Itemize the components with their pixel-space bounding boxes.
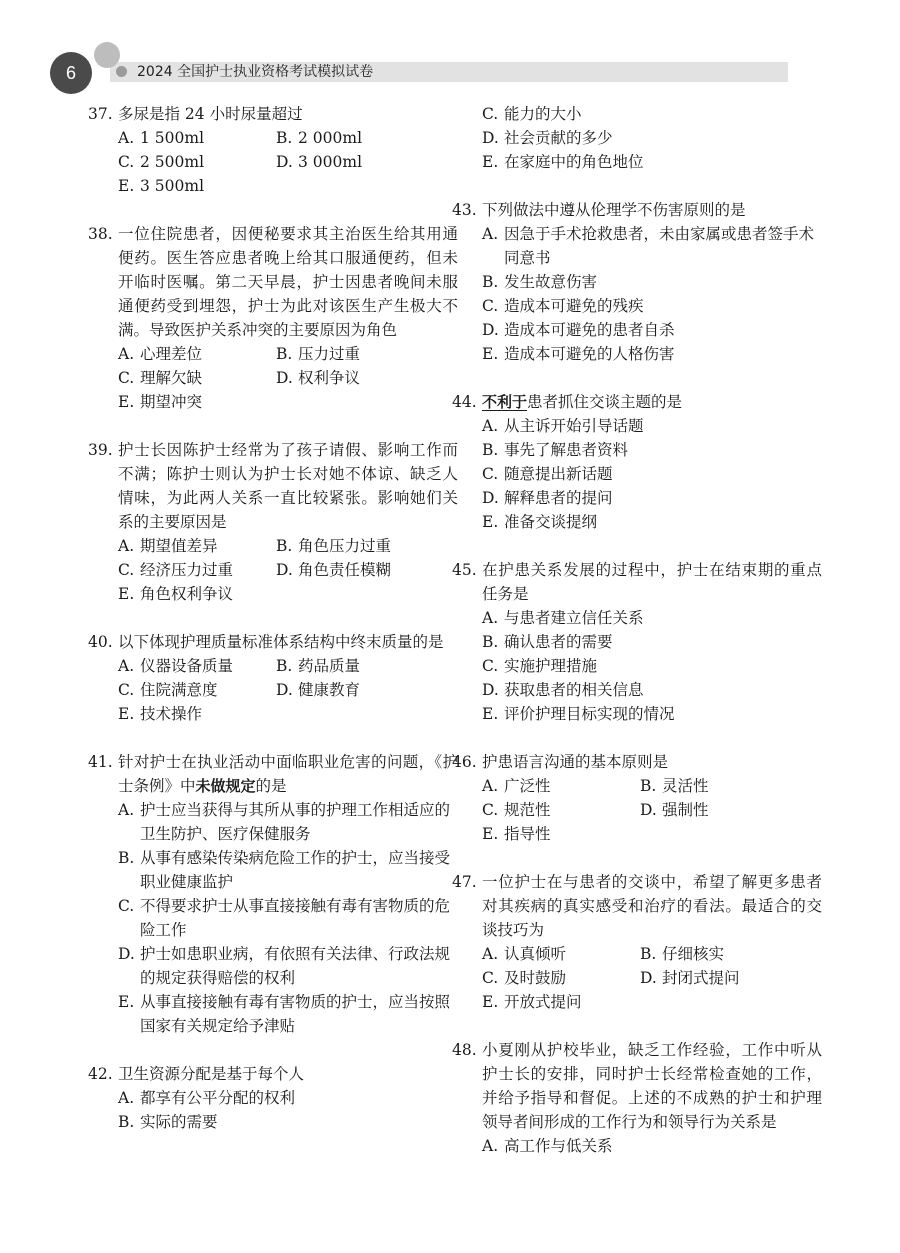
option-letter: D. xyxy=(640,801,657,819)
header-title: 2024 全国护士执业资格考试模拟试卷 xyxy=(137,64,374,80)
option-letter: A. xyxy=(118,801,135,819)
question-stem xyxy=(452,390,822,414)
option-text: 从事直接接触有毒有害物质的护士，应当按照国家有关规定给予津贴 xyxy=(140,993,451,1035)
answer-option xyxy=(482,606,822,630)
answer-option xyxy=(482,630,822,654)
question-text: 下列做法中遵从伦理学不伤害原则的是 xyxy=(482,201,746,219)
answer-option xyxy=(482,942,640,966)
option-text: 指导性 xyxy=(504,825,551,843)
option-text: 药品质量 xyxy=(298,657,361,675)
answer-option xyxy=(118,1110,458,1134)
options-list xyxy=(88,534,458,606)
option-letter: E. xyxy=(482,345,499,363)
answer-option xyxy=(118,582,276,606)
option-text: 事先了解患者资料 xyxy=(504,441,629,459)
answer-option xyxy=(640,798,800,822)
answer-option xyxy=(276,126,436,150)
answer-option xyxy=(482,222,822,270)
option-letter: A. xyxy=(482,609,499,627)
option-text: 确认患者的需要 xyxy=(504,633,613,651)
option-letter: B. xyxy=(482,441,499,459)
answer-option xyxy=(640,942,800,966)
option-letter: E. xyxy=(482,705,499,723)
answer-option xyxy=(276,678,436,702)
option-text: 技术操作 xyxy=(140,705,203,723)
option-letter: A. xyxy=(482,1137,499,1155)
options-list xyxy=(452,942,822,1014)
question-text: 一位护士在与患者的交谈中，希望了解更多患者对其疾病的真实感受和治疗的看法。最适合的交谈技巧为 xyxy=(482,873,822,939)
option-text: 开放式提问 xyxy=(504,993,582,1011)
option-text: 从事有感染传染病危险工作的护士，应当接受职业健康监护 xyxy=(140,849,451,891)
option-text: 与患者建立信任关系 xyxy=(504,609,644,627)
option-text: 因急于手术抢救患者，未由家属或患者签手术同意书 xyxy=(504,225,815,267)
answer-option xyxy=(118,1086,458,1110)
answer-option xyxy=(482,270,822,294)
question-number: 43. xyxy=(452,201,477,219)
option-letter: A. xyxy=(118,537,135,555)
option-letter: C. xyxy=(118,897,135,915)
option-text: 期望值差异 xyxy=(140,537,218,555)
option-letter: A. xyxy=(118,657,135,675)
answer-option xyxy=(482,1134,822,1158)
option-text: 住院满意度 xyxy=(140,681,218,699)
answer-option xyxy=(482,702,822,726)
option-letter: D. xyxy=(276,561,293,579)
question-stem xyxy=(88,630,458,654)
answer-option xyxy=(482,678,822,702)
option-text: 期望冲突 xyxy=(140,393,203,411)
option-letter: D. xyxy=(276,681,293,699)
option-letter: C. xyxy=(482,105,499,123)
question-item xyxy=(452,198,822,366)
question-text: 在护患关系发展的过程中，护士在结束期的重点任务是 xyxy=(482,561,822,603)
question-number: 47. xyxy=(452,873,477,891)
options-list xyxy=(452,102,822,174)
question-item xyxy=(452,870,822,1014)
question-item xyxy=(452,750,822,846)
option-letter: B. xyxy=(482,273,499,291)
answer-option xyxy=(118,654,276,678)
question-stem xyxy=(88,438,458,534)
option-letter: B. xyxy=(276,537,293,555)
options-list xyxy=(452,222,822,366)
option-text: 经济压力过重 xyxy=(140,561,234,579)
answer-option xyxy=(118,798,458,846)
option-letter: A. xyxy=(482,417,499,435)
option-text: 不得要求护士从事直接接触有毒有害物质的危险工作 xyxy=(140,897,451,939)
option-letter: B. xyxy=(118,1113,135,1131)
option-letter: C. xyxy=(482,297,499,315)
option-letter: B. xyxy=(276,657,293,675)
question-number: 45. xyxy=(452,561,477,579)
option-letter: D. xyxy=(118,945,135,963)
option-text: 健康教育 xyxy=(298,681,361,699)
answer-option xyxy=(482,966,640,990)
option-letter: E. xyxy=(118,393,135,411)
options-list xyxy=(88,342,458,414)
question-stem xyxy=(452,750,822,774)
decorative-circle xyxy=(94,42,120,68)
left-column xyxy=(88,102,458,1158)
continued-options xyxy=(452,102,822,174)
option-text: 实施护理措施 xyxy=(504,657,598,675)
answer-option xyxy=(118,990,458,1038)
answer-option xyxy=(482,126,822,150)
answer-option xyxy=(482,510,822,534)
option-letter: C. xyxy=(482,657,499,675)
question-stem xyxy=(88,1062,458,1086)
answer-option xyxy=(482,654,822,678)
option-letter: C. xyxy=(118,561,135,579)
answer-option xyxy=(276,366,436,390)
question-number: 46. xyxy=(452,753,477,771)
options-list xyxy=(452,774,822,846)
option-text: 广泛性 xyxy=(504,777,551,795)
option-letter: B. xyxy=(276,129,293,147)
option-letter: E. xyxy=(118,993,135,1011)
option-letter: A. xyxy=(118,129,135,147)
option-text: 在家庭中的角色地位 xyxy=(504,153,644,171)
question-item xyxy=(88,438,458,606)
option-letter: A. xyxy=(118,1089,135,1107)
option-letter: C. xyxy=(482,969,499,987)
option-text: 强制性 xyxy=(662,801,709,819)
option-text: 1 500ml xyxy=(140,129,205,147)
question-stem xyxy=(452,870,822,942)
option-letter: D. xyxy=(482,321,499,339)
option-text: 造成本可避免的人格伤害 xyxy=(504,345,675,363)
options-list xyxy=(88,126,458,198)
answer-option xyxy=(276,558,436,582)
answer-option xyxy=(482,774,640,798)
question-text: 护士长因陈护士经常为了孩子请假、影响工作而不满；陈护士则认为护士长对她不体谅、缺乏人情味，为此两人关系一直比较紧张。影响她们关系的主要原因是 xyxy=(118,441,458,531)
option-text: 获取患者的相关信息 xyxy=(504,681,644,699)
option-text: 压力过重 xyxy=(298,345,361,363)
option-text: 护士如患职业病，有依照有关法律、行政法规的规定获得赔偿的权利 xyxy=(140,945,451,987)
option-letter: B. xyxy=(118,849,135,867)
options-list xyxy=(88,798,458,1038)
answer-option xyxy=(482,342,822,366)
answer-option xyxy=(118,150,276,174)
question-number: 42. xyxy=(88,1065,113,1083)
answer-option xyxy=(482,294,822,318)
page-header xyxy=(0,0,900,100)
option-text: 造成本可避免的患者自杀 xyxy=(504,321,675,339)
answer-option xyxy=(118,126,276,150)
answer-option xyxy=(118,846,458,894)
question-number: 37. xyxy=(88,105,113,123)
answer-option xyxy=(276,534,436,558)
option-letter: E. xyxy=(482,993,499,1011)
option-text: 角色压力过重 xyxy=(298,537,392,555)
option-text: 发生故意伤害 xyxy=(504,273,598,291)
option-letter: C. xyxy=(118,369,135,387)
option-text: 角色责任模糊 xyxy=(298,561,392,579)
question-item xyxy=(88,102,458,198)
answer-option xyxy=(118,894,458,942)
options-list xyxy=(452,606,822,726)
answer-option xyxy=(118,678,276,702)
question-item xyxy=(452,1038,822,1158)
option-text: 2 500ml xyxy=(140,153,205,171)
question-stem xyxy=(452,198,822,222)
option-text: 规范性 xyxy=(504,801,551,819)
emphasized-text: 未做规定 xyxy=(195,777,256,795)
option-text: 心理差位 xyxy=(140,345,203,363)
option-letter: D. xyxy=(482,489,499,507)
question-number: 40. xyxy=(88,633,113,651)
option-text: 3 500ml xyxy=(140,177,205,195)
emphasized-text: 不利于 xyxy=(482,393,528,411)
question-stem xyxy=(88,102,458,126)
answer-option xyxy=(482,462,822,486)
option-text: 理解欠缺 xyxy=(140,369,203,387)
option-letter: E. xyxy=(118,177,135,195)
option-text: 评价护理目标实现的情况 xyxy=(504,705,675,723)
answer-option xyxy=(640,774,800,798)
answer-option xyxy=(276,150,436,174)
answer-option xyxy=(640,966,800,990)
answer-option xyxy=(118,390,276,414)
answer-option xyxy=(118,342,276,366)
question-text: 卫生资源分配是基于每个人 xyxy=(118,1065,305,1083)
option-letter: D. xyxy=(640,969,657,987)
page-number: 6 xyxy=(50,52,92,94)
option-letter: D. xyxy=(482,129,499,147)
option-text: 及时鼓励 xyxy=(504,969,567,987)
option-letter: D. xyxy=(276,369,293,387)
question-number: 44. xyxy=(452,393,477,411)
question-number: 41. xyxy=(88,753,113,771)
answer-option xyxy=(118,366,276,390)
question-text-after: 患者抓住交谈主题的是 xyxy=(527,393,683,411)
question-number: 39. xyxy=(88,441,113,459)
option-letter: E. xyxy=(118,705,135,723)
answer-option xyxy=(482,990,640,1014)
option-letter: E. xyxy=(118,585,135,603)
option-letter: C. xyxy=(118,153,135,171)
option-text: 从主诉开始引导话题 xyxy=(504,417,644,435)
option-letter: E. xyxy=(482,153,499,171)
question-number: 48. xyxy=(452,1041,477,1059)
answer-option xyxy=(482,486,822,510)
option-text: 3 000ml xyxy=(298,153,363,171)
option-text: 封闭式提问 xyxy=(662,969,740,987)
answer-option xyxy=(482,318,822,342)
question-text-after: 的是 xyxy=(255,777,287,795)
options-list xyxy=(452,1134,822,1158)
option-letter: C. xyxy=(482,801,499,819)
option-letter: B. xyxy=(482,633,499,651)
question-number: 38. xyxy=(88,225,113,243)
option-letter: C. xyxy=(118,681,135,699)
option-text: 2 000ml xyxy=(298,129,363,147)
option-letter: A. xyxy=(482,225,499,243)
answer-option xyxy=(482,822,640,846)
answer-option xyxy=(118,558,276,582)
option-letter: E. xyxy=(482,825,499,843)
answer-option xyxy=(482,150,822,174)
question-stem xyxy=(452,558,822,606)
question-text: 一位住院患者，因便秘要求其主治医生给其用通便药。医生答应患者晚上给其口服通便药，但未开临时医嘱。第二天早晨，护士因患者晚间未服通便药受到埋怨，护士为此对该医生产生极大不满。导致医护关系冲突的主要原因为角色 xyxy=(118,225,458,339)
answer-option xyxy=(482,798,640,822)
answer-option xyxy=(118,942,458,990)
option-text: 高工作与低关系 xyxy=(504,1137,613,1155)
question-stem xyxy=(452,1038,822,1134)
option-text: 仔细核实 xyxy=(662,945,725,963)
answer-option xyxy=(276,342,436,366)
option-text: 能力的大小 xyxy=(504,105,582,123)
bullet-dot-icon xyxy=(116,66,127,77)
question-item xyxy=(88,750,458,1038)
answer-option xyxy=(482,438,822,462)
option-letter: A. xyxy=(482,945,499,963)
option-letter: D. xyxy=(482,681,499,699)
answer-option xyxy=(118,174,276,198)
question-text: 多尿是指 24 小时尿量超过 xyxy=(118,105,303,123)
answer-option xyxy=(118,534,276,558)
option-text: 社会贡献的多少 xyxy=(504,129,613,147)
option-letter: B. xyxy=(640,945,657,963)
option-text: 认真倾听 xyxy=(504,945,567,963)
options-list xyxy=(88,1086,458,1134)
option-letter: A. xyxy=(482,777,499,795)
right-column xyxy=(452,102,822,1182)
option-letter: E. xyxy=(482,513,499,531)
options-list xyxy=(452,414,822,534)
question-stem xyxy=(88,750,458,798)
option-text: 解释患者的提问 xyxy=(504,489,613,507)
question-item xyxy=(88,630,458,726)
option-text: 仪器设备质量 xyxy=(140,657,234,675)
question-text: 护患语言沟通的基本原则是 xyxy=(482,753,669,771)
question-text: 小夏刚从护校毕业，缺乏工作经验，工作中听从护士长的安排，同时护士长经常检查她的工作，并给予指导和督促。上述的不成熟的护士和护理领导者间形成的工作行为和领导行为关系是 xyxy=(482,1041,822,1131)
question-item xyxy=(452,558,822,726)
question-text-before: 针对护士在执业活动中面临职业危害的问题，《护士条例》中 xyxy=(118,753,458,795)
question-item xyxy=(88,222,458,414)
option-text: 灵活性 xyxy=(662,777,709,795)
option-letter: B. xyxy=(640,777,657,795)
answer-option xyxy=(482,414,822,438)
option-text: 实际的需要 xyxy=(140,1113,218,1131)
option-text: 权利争议 xyxy=(298,369,361,387)
option-letter: D. xyxy=(276,153,293,171)
option-letter: A. xyxy=(118,345,135,363)
option-text: 随意提出新话题 xyxy=(504,465,613,483)
answer-option xyxy=(118,702,276,726)
options-list xyxy=(88,654,458,726)
question-item xyxy=(452,390,822,534)
right-questions xyxy=(452,198,822,1158)
option-text: 都享有公平分配的权利 xyxy=(140,1089,296,1107)
answer-option xyxy=(276,654,436,678)
answer-option xyxy=(482,102,822,126)
question-text: 以下体现护理质量标准体系结构中终末质量的是 xyxy=(118,633,444,651)
option-text: 准备交谈提纲 xyxy=(504,513,598,531)
question-item xyxy=(88,1062,458,1134)
option-text: 护士应当获得与其所从事的护理工作相适应的卫生防护、医疗保健服务 xyxy=(140,801,451,843)
option-text: 造成本可避免的残疾 xyxy=(504,297,644,315)
option-letter: C. xyxy=(482,465,499,483)
option-text: 角色权利争议 xyxy=(140,585,234,603)
option-letter: B. xyxy=(276,345,293,363)
question-stem xyxy=(88,222,458,342)
